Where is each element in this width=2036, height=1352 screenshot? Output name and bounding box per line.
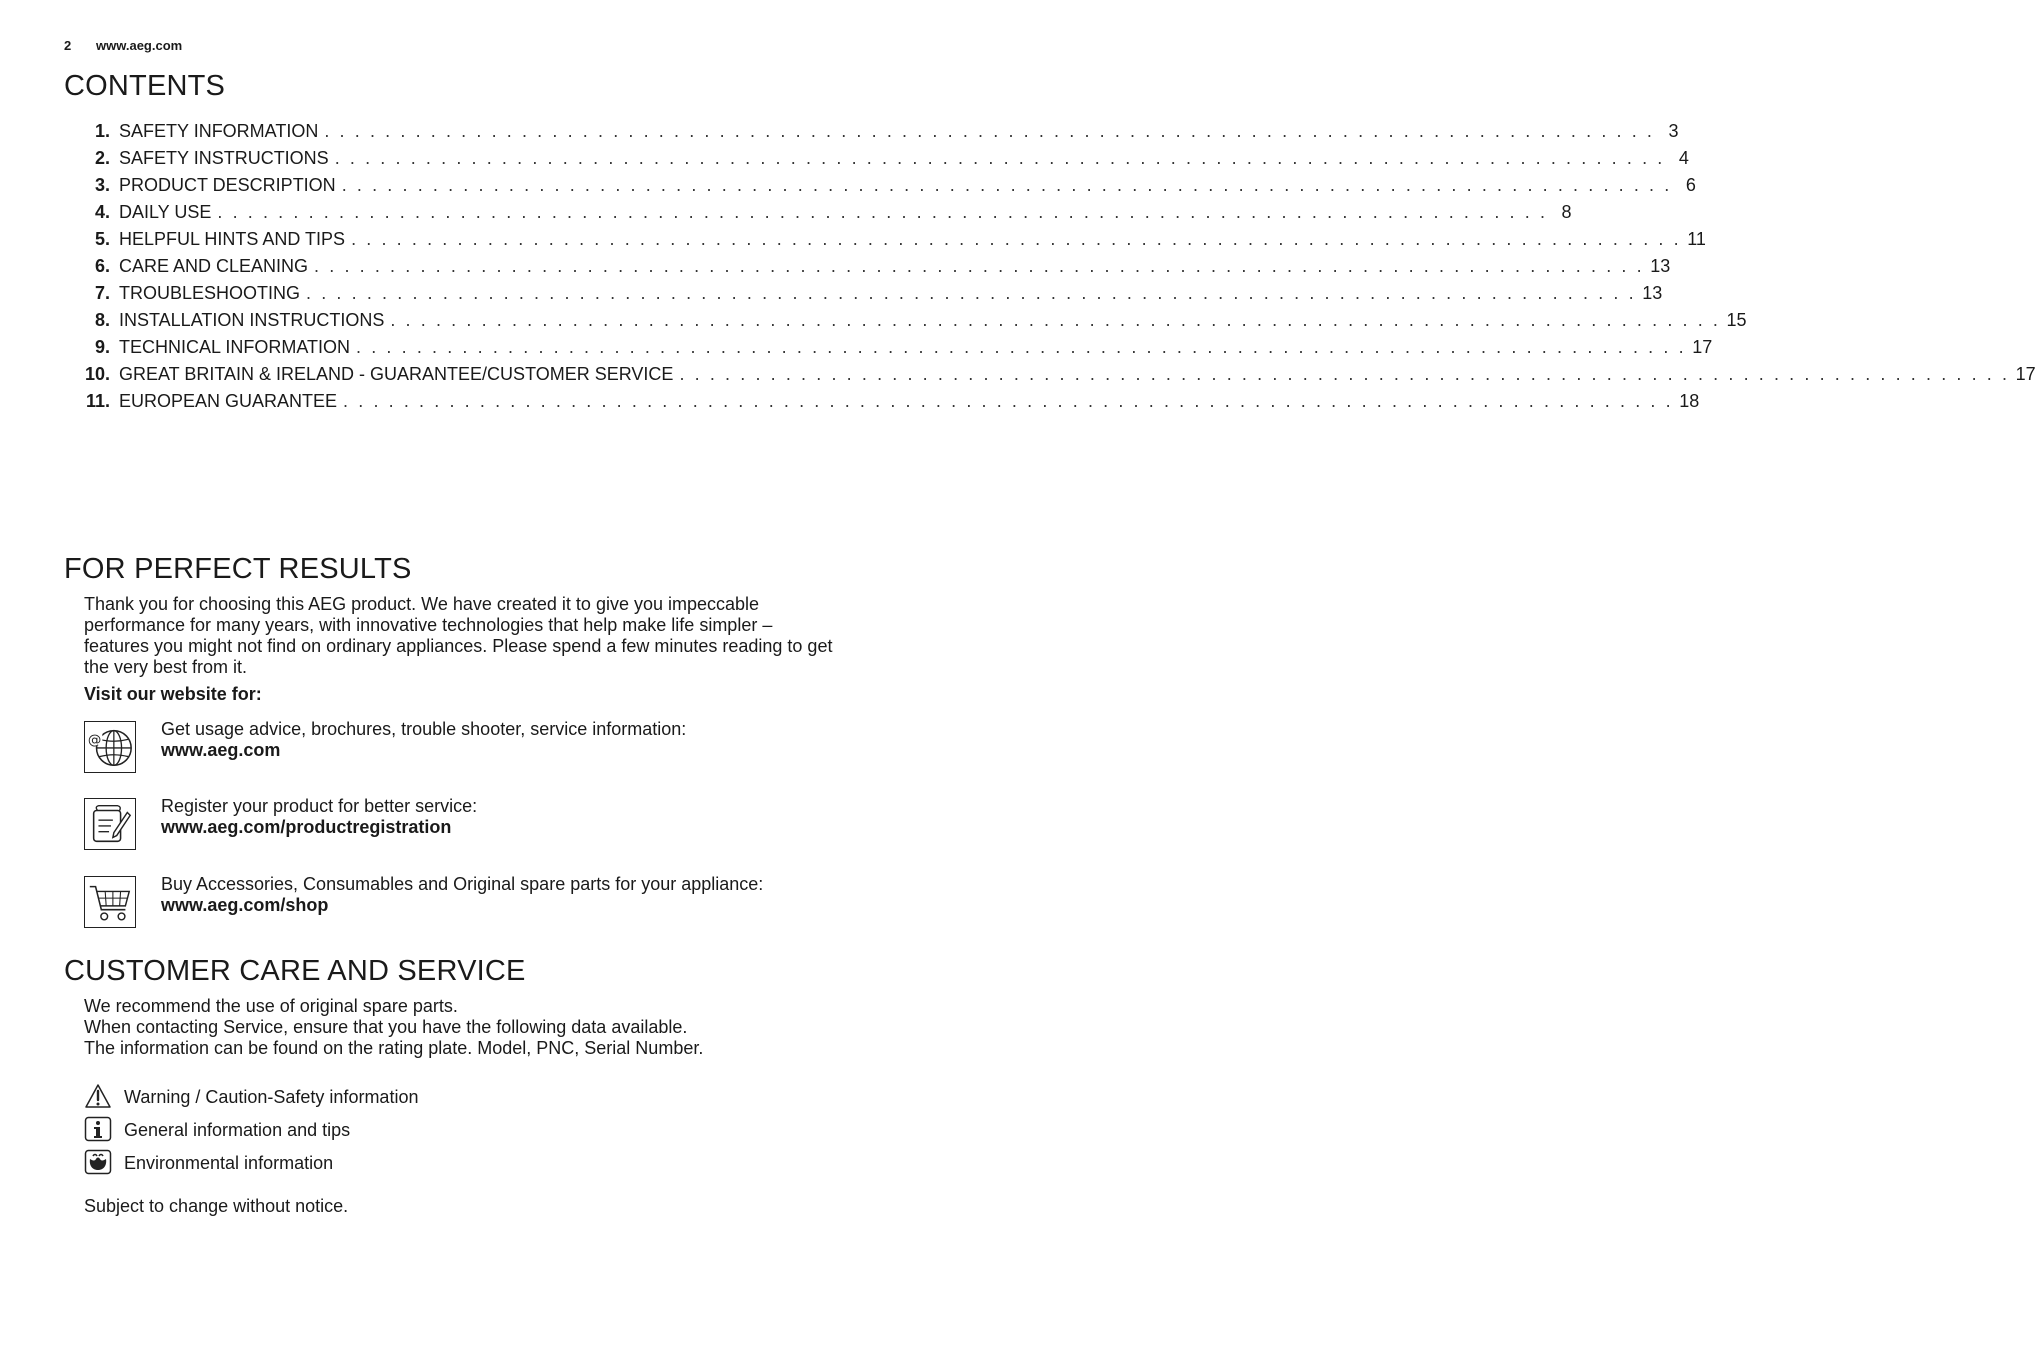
toc-entry-page: 17 [2015, 364, 2036, 384]
table-of-contents [78, 121, 2036, 418]
shop-description: Buy Accessories, Consumables and Original spare parts for your appliance: [161, 874, 764, 894]
toc-entry-number: 3. [94, 175, 110, 195]
toc-entry-title: GREAT BRITAIN & IRELAND - GUARANTEE/CUSTOMER SERVICE [119, 364, 674, 384]
toc-entry-title: PRODUCT DESCRIPTION [119, 175, 336, 195]
toc-entry[interactable] [78, 364, 2036, 391]
registration-description: Register your product for better service: [161, 796, 478, 816]
toc-entry[interactable] [78, 202, 1572, 229]
visit-website-label: Visit our website for: [84, 684, 262, 704]
legend-environment [84, 1149, 584, 1177]
contents-heading: CONTENTS [64, 70, 226, 102]
toc-entry-page: 13 [1650, 256, 1671, 276]
toc-entry-leader: . . . . . . . . . . . . . . . . . . . . . . . . . . . . . . . . . . . . . . . . . . . . . . . . . . . . . . . . . . . . . . . . . . . . . . . . . . . . . . . . . . . . . . . . [679, 364, 2010, 384]
toc-entry-page: 4 [1678, 148, 1689, 168]
toc-entry-leader: . . . . . . . . . . . . . . . . . . . . . . . . . . . . . . . . . . . . . . . . . . . . . . . . . . . . . . . . . . . . . . . . . . . . . . . . . . . . . . . . . . . . . . . . [217, 202, 1548, 222]
toc-entry-leader: . . . . . . . . . . . . . . . . . . . . . . . . . . . . . . . . . . . . . . . . . . . . . . . . . . . . . . . . . . . . . . . . . . . . . . . . . . . . . . . . . . . . . . . . [334, 148, 1665, 168]
toc-entry-leader: . . . . . . . . . . . . . . . . . . . . . . . . . . . . . . . . . . . . . . . . . . . . . . . . . . . . . . . . . . . . . . . . . . . . . . . . . . . . . . . . . . . . . . . . [324, 121, 1655, 141]
toc-entry[interactable] [78, 310, 1747, 337]
website-info-text [161, 719, 686, 761]
toc-entry-number: 1. [94, 121, 110, 141]
toc-entry-leader: . . . . . . . . . . . . . . . . . . . . . . . . . . . . . . . . . . . . . . . . . . . . . . . . . . . . . . . . . . . . . . . . . . . . . . . . . . . . . . . . . . . . . . . . [351, 229, 1682, 249]
toc-entry-leader: . . . . . . . . . . . . . . . . . . . . . . . . . . . . . . . . . . . . . . . . . . . . . . . . . . . . . . . . . . . . . . . . . . . . . . . . . . . . . . . . . . . . . . . . [390, 310, 1721, 330]
shopping-cart-icon [84, 876, 136, 928]
toc-entry-title: CARE AND CLEANING [119, 256, 309, 276]
page-header [64, 38, 182, 53]
header-site-link[interactable]: www.aeg.com [96, 38, 183, 53]
toc-entry-number: 9. [94, 337, 110, 357]
shop-text [161, 874, 763, 916]
toc-entry-number: 4. [94, 202, 110, 222]
website-info-item [84, 721, 904, 777]
toc-entry-number: 5. [94, 229, 110, 249]
website-link-main[interactable]: www.aeg.com [161, 740, 281, 760]
care-line: When contacting Service, ensure that you have the following data available. [84, 1017, 688, 1037]
toc-entry-number: 2. [94, 148, 110, 168]
toc-entry-title: EUROPEAN GUARANTEE [119, 391, 338, 411]
page-number: 2 [64, 38, 72, 53]
toc-entry[interactable] [78, 391, 1700, 418]
toc-entry-title: TROUBLESHOOTING [119, 283, 301, 303]
toc-entry-leader: . . . . . . . . . . . . . . . . . . . . . . . . . . . . . . . . . . . . . . . . . . . . . . . . . . . . . . . . . . . . . . . . . . . . . . . . . . . . . . . . . . . . . . . . [356, 337, 1687, 357]
customer-care-heading: CUSTOMER CARE AND SERVICE [64, 955, 526, 987]
legend-warning [84, 1083, 584, 1111]
customer-care-text [84, 996, 703, 1059]
toc-entry-number: 10. [84, 364, 110, 384]
care-line: The information can be found on the rating plate. Model, PNC, Serial Number. [84, 1038, 704, 1058]
environment-icon [84, 1149, 112, 1175]
toc-entry-leader: . . . . . . . . . . . . . . . . . . . . . . . . . . . . . . . . . . . . . . . . . . . . . . . . . . . . . . . . . . . . . . . . . . . . . . . . . . . . . . . . . . . . . . . . [341, 175, 1672, 195]
toc-entry[interactable] [78, 175, 1696, 202]
toc-entry-number: 7. [94, 283, 110, 303]
intro-line: performance for many years, with innovative technologies that help make life simpler – [84, 615, 773, 635]
perfect-results-intro [84, 594, 832, 678]
toc-entry-title: TECHNICAL INFORMATION [119, 337, 351, 357]
intro-line: Thank you for choosing this AEG product. We have created it to give you impeccable [84, 594, 760, 614]
intro-line: the very best from it. [84, 657, 248, 677]
toc-entry-title: HELPFUL HINTS AND TIPS [119, 229, 346, 249]
shop-item [84, 876, 904, 932]
svg-text:@: @ [87, 733, 102, 749]
toc-entry[interactable] [78, 229, 1706, 256]
toc-entry-page: 18 [1679, 391, 1700, 411]
toc-entry-page: 13 [1642, 283, 1663, 303]
website-info-description: Get usage advice, brochures, trouble shooter, service information: [161, 719, 687, 739]
toc-entry[interactable] [78, 148, 1689, 175]
toc-entry-page: 11 [1687, 229, 1706, 249]
toc-entry[interactable] [78, 283, 1663, 310]
globe-at-icon [84, 721, 136, 773]
info-icon [84, 1116, 112, 1142]
perfect-results-heading: FOR PERFECT RESULTS [64, 553, 412, 585]
toc-entry-number: 6. [94, 256, 110, 276]
warning-icon [84, 1083, 112, 1109]
registration-text [161, 796, 477, 838]
toc-entry[interactable] [78, 121, 1679, 148]
toc-entry-leader: . . . . . . . . . . . . . . . . . . . . . . . . . . . . . . . . . . . . . . . . . . . . . . . . . . . . . . . . . . . . . . . . . . . . . . . . . . . . . . . . . . . . . . . . [343, 391, 1674, 411]
toc-entry-page: 17 [1692, 337, 1713, 357]
toc-entry-leader: . . . . . . . . . . . . . . . . . . . . . . . . . . . . . . . . . . . . . . . . . . . . . . . . . . . . . . . . . . . . . . . . . . . . . . . . . . . . . . . . . . . . . . . . [314, 256, 1645, 276]
change-notice: Subject to change without notice. [84, 1196, 349, 1216]
toc-entry[interactable] [78, 337, 1713, 364]
toc-entry-page: 3 [1668, 121, 1679, 141]
legend-info [84, 1116, 584, 1144]
toc-entry-title: DAILY USE [119, 202, 212, 222]
toc-entry-title: SAFETY INSTRUCTIONS [119, 148, 329, 168]
registration-icon [84, 798, 136, 850]
legend-warning-label: Warning / Caution-Safety information [124, 1087, 419, 1107]
product-registration-item [84, 798, 904, 854]
toc-entry-page: 15 [1726, 310, 1747, 330]
toc-entry-page: 6 [1685, 175, 1696, 195]
legend-info-label: General information and tips [124, 1120, 351, 1140]
toc-entry-number: 8. [94, 310, 110, 330]
toc-entry-title: SAFETY INFORMATION [119, 121, 319, 141]
toc-entry-number: 11. [85, 391, 110, 411]
toc-entry-leader: . . . . . . . . . . . . . . . . . . . . . . . . . . . . . . . . . . . . . . . . . . . . . . . . . . . . . . . . . . . . . . . . . . . . . . . . . . . . . . . . . . . . . . . . [306, 283, 1637, 303]
toc-entry[interactable] [78, 256, 1671, 283]
care-line: We recommend the use of original spare parts. [84, 996, 458, 1016]
registration-link[interactable]: www.aeg.com/productregistration [161, 817, 452, 837]
shop-link[interactable]: www.aeg.com/shop [161, 895, 329, 915]
intro-line: features you might not find on ordinary appliances. Please spend a few minutes reading to get [84, 636, 833, 656]
legend-environment-label: Environmental information [124, 1153, 334, 1173]
toc-entry-title: INSTALLATION INSTRUCTIONS [119, 310, 385, 330]
toc-entry-page: 8 [1561, 202, 1572, 222]
